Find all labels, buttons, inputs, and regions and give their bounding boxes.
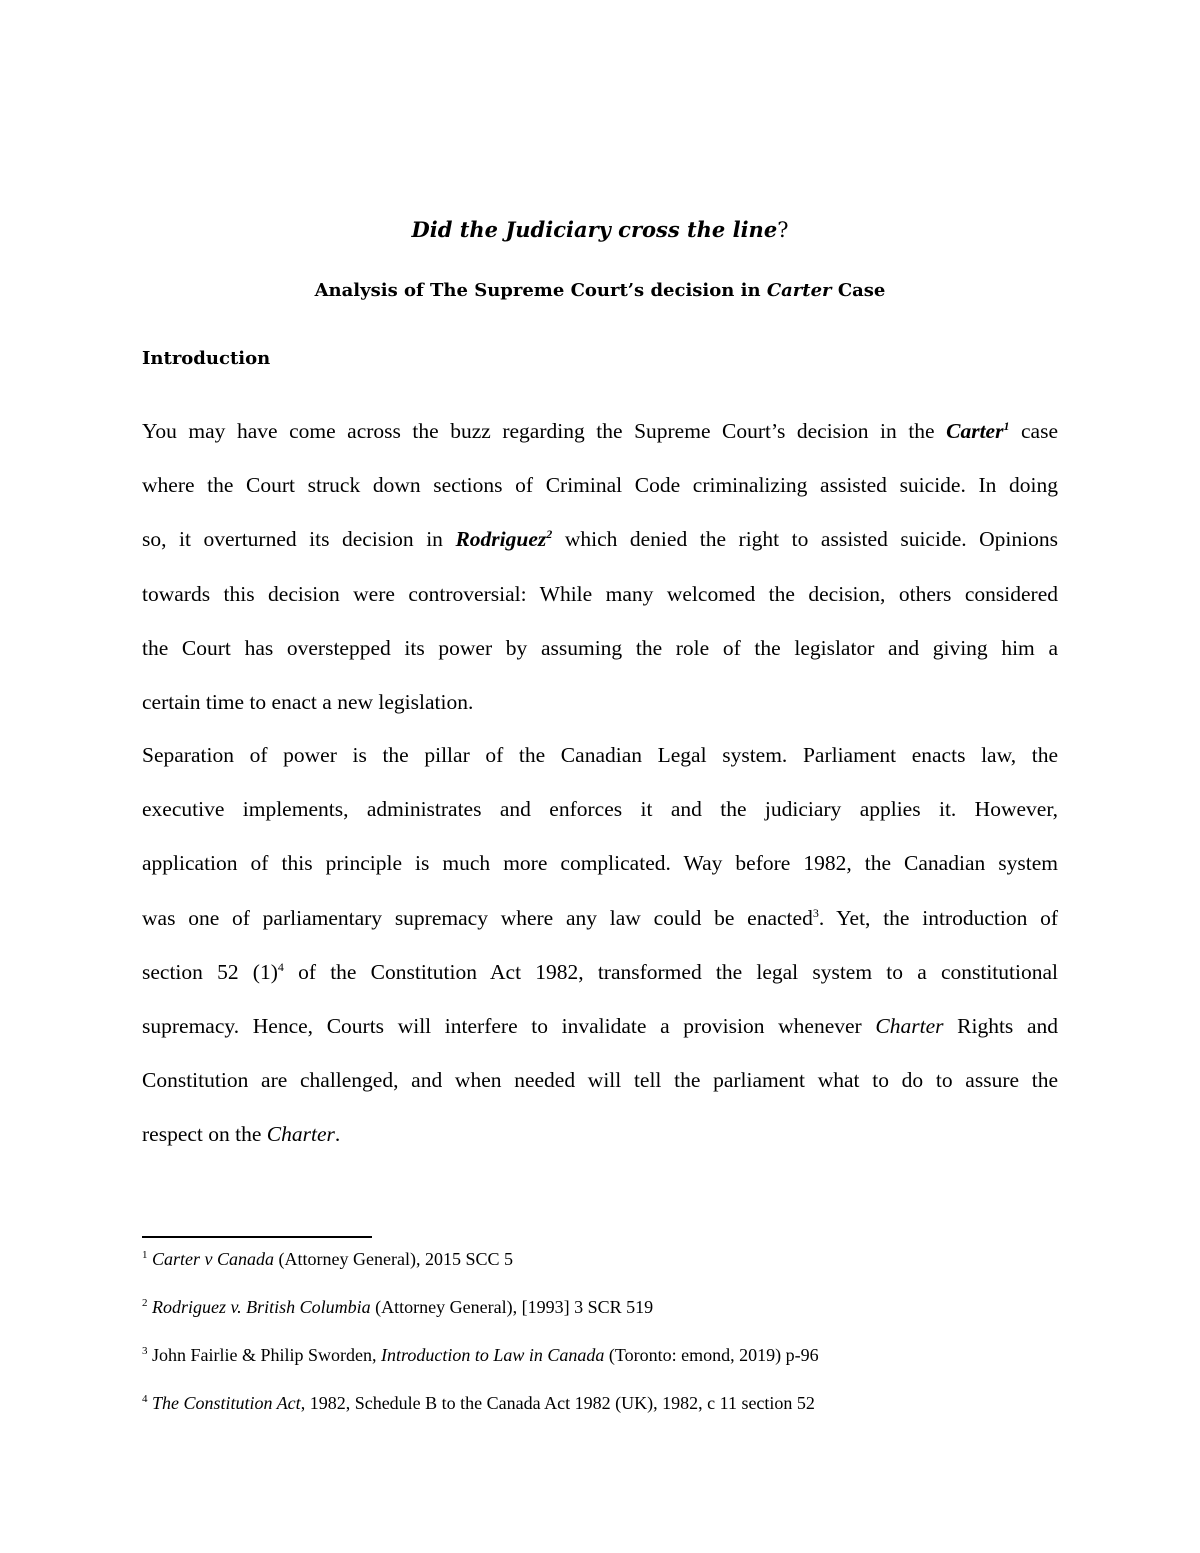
text-run: section 52 (1) <box>142 959 278 984</box>
section-heading-introduction: Introduction <box>142 348 271 369</box>
paragraph-2 <box>142 728 1058 1162</box>
text-run: supremacy. Hence, Courts will interfere to invalidate a provision whenever <box>142 1013 876 1038</box>
paragraph-2-line-8 <box>142 1107 1058 1161</box>
subtitle-case-name: Carter <box>766 280 832 301</box>
document-title <box>0 214 1200 246</box>
text-run: respect on the <box>142 1122 267 1147</box>
subtitle-before: Analysis of The Supreme Court’s decision in <box>314 280 767 301</box>
footnote-separator <box>142 1236 372 1238</box>
charter-italic: Charter <box>875 1013 944 1038</box>
text-run: Rights and <box>943 1013 1058 1038</box>
case-name-rodriguez: Rodriguez <box>455 527 547 552</box>
title-main: Did the Judiciary cross the line <box>411 217 778 242</box>
document-subtitle <box>0 276 1200 306</box>
subtitle-after: Case <box>831 280 886 301</box>
paragraph-2-line-1: Separation of power is the pillar of the Canadian Legal system. Parliament enacts law, the <box>142 743 1058 767</box>
footnote-text: , 1982, Schedule B to the Canada Act 1982 (UK), 1982, c 11 section 52 <box>300 1393 815 1413</box>
paragraph-1-line-5: the Court has overstepped its power by assuming the role of the legislator and giving him a <box>142 635 1058 660</box>
paragraph-1-line-1 <box>142 404 1058 458</box>
footnote-ref-3: 3 <box>812 905 819 920</box>
paragraph-1-line-2: where the Court struck down sections of Criminal Code criminalizing assisted suicide. In doing <box>142 473 1058 498</box>
case-name-carter: Carter <box>946 419 1004 443</box>
footnote-italic: Carter v Canada <box>152 1249 275 1269</box>
text-run: so, it overturned its decision in <box>142 527 456 552</box>
paragraph-1 <box>142 404 1058 729</box>
paragraph-1-line-6: certain time to enact a new legislation. <box>142 689 474 714</box>
text-run: case <box>1009 419 1058 443</box>
footnote-number: 1 <box>142 1249 148 1261</box>
footnote-1 <box>142 1244 513 1274</box>
footnote-2 <box>142 1292 653 1322</box>
paragraph-2-line-4 <box>142 891 1058 945</box>
footnote-ref-1: 1 <box>1003 418 1010 433</box>
text-run: . Yet, the introduction of <box>818 905 1058 930</box>
footnote-italic: Introduction to Law in Canada <box>381 1345 605 1365</box>
paragraph-2-line-7: Constitution are challenged, and when needed will tell the parliament what to do to assure the <box>142 1068 1058 1093</box>
footnote-ref-4: 4 <box>277 959 284 974</box>
footnote-4 <box>142 1388 815 1418</box>
paragraph-2-line-3: application of this principle is much more complicated. Way before 1982, the Canadian system <box>142 851 1058 876</box>
footnote-ref-2: 2 <box>546 527 553 542</box>
paragraph-2-line-2: executive implements, administrates and enforces it and the judiciary applies it. However, <box>142 797 1058 822</box>
text-run: . <box>334 1122 341 1147</box>
footnote-3 <box>142 1340 819 1370</box>
footnote-number: 4 <box>142 1393 148 1405</box>
footnote-number: 2 <box>142 1297 148 1309</box>
text-run: which denied the right to assisted suicide. Opinions <box>552 527 1058 552</box>
footnote-number: 3 <box>142 1345 148 1357</box>
footnote-italic: The Constitution Act <box>152 1393 301 1413</box>
paragraph-1-line-3 <box>142 512 1058 566</box>
text-run: was one of parliamentary supremacy where any law could be enacted <box>142 905 813 930</box>
paragraph-2-line-6 <box>142 999 1058 1053</box>
paragraph-1-line-4: towards this decision were controversial: While many welcomed the decision, others considered <box>142 581 1058 606</box>
footnote-text: (Attorney General), [1993] 3 SCR 519 <box>370 1297 654 1317</box>
footnote-italic: Rodriguez v. British Columbia <box>152 1297 371 1317</box>
paragraph-2-line-5 <box>142 945 1058 999</box>
title-question-mark: ? <box>777 218 789 242</box>
footnote-text: (Attorney General), 2015 SCC 5 <box>274 1249 513 1269</box>
footnote-text: John Fairlie & Philip Sworden, <box>147 1345 381 1365</box>
charter-italic: Charter <box>266 1122 335 1147</box>
text-run: You may have come across the buzz regarding the Supreme Court’s decision in the <box>142 419 947 443</box>
footnote-text: (Toronto: emond, 2019) p-96 <box>604 1345 819 1365</box>
text-run: of the Constitution Act 1982, transformed the legal system to a constitutional <box>283 959 1058 984</box>
